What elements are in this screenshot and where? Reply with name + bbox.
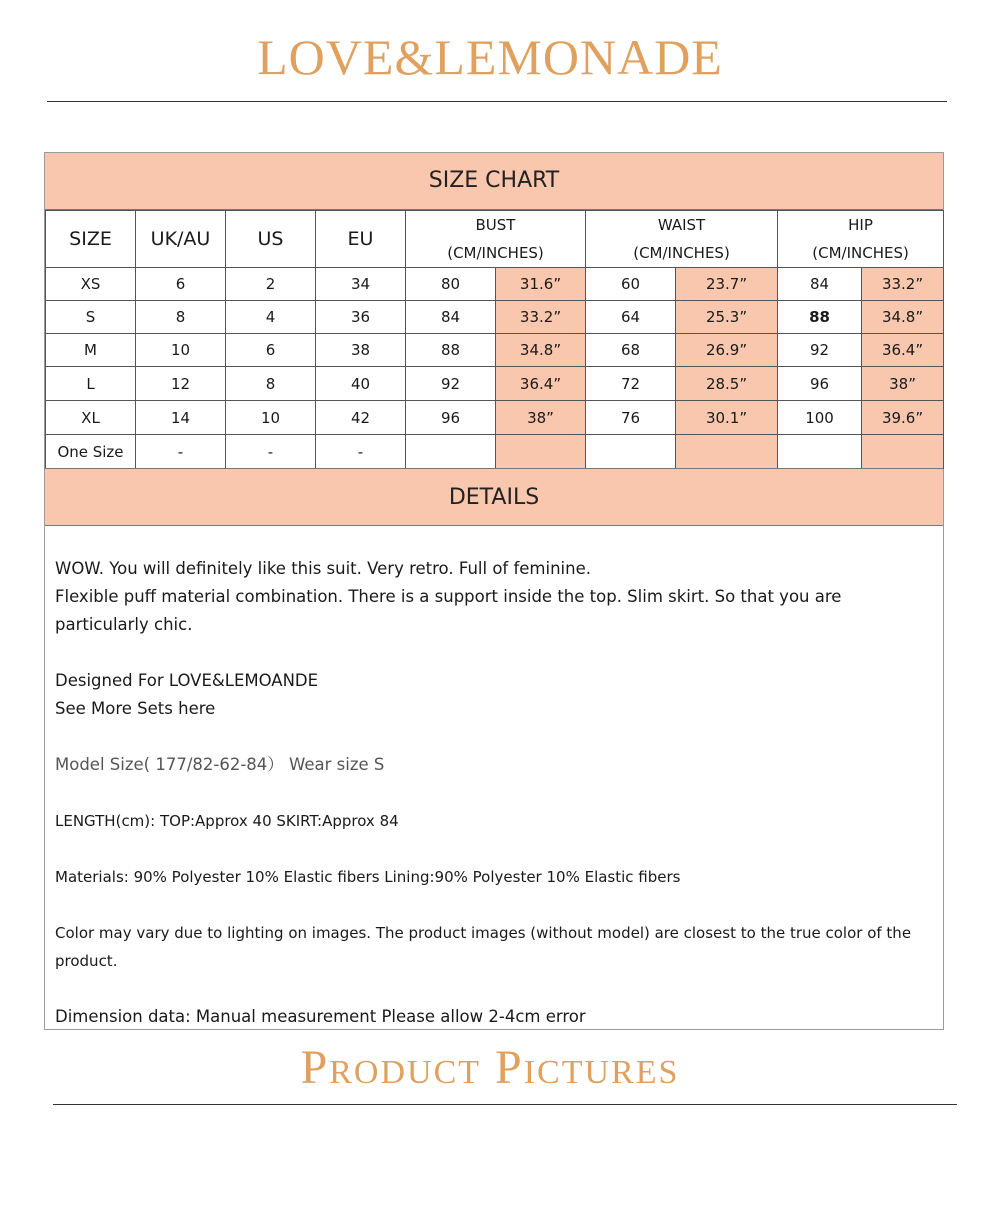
cell-ukau: 10 — [136, 334, 226, 367]
cell-waist-cm: 60 — [586, 268, 676, 301]
details-color-note: Color may vary due to lighting on images. The product images (without model) are closest to the true color of the product. — [55, 924, 912, 970]
brand-logo-text: LOVE&LEMONADE — [257, 29, 723, 85]
details-model-size: Model Size( 177/82-62-84） Wear size S — [55, 755, 385, 774]
product-pictures-heading: Product Pictures — [300, 1041, 680, 1094]
cell-hip-cm: 92 — [778, 334, 862, 367]
cell-waist-in: 30.1” — [676, 401, 778, 435]
cell-bust-cm: 80 — [406, 268, 496, 301]
cell-hip-in: 36.4” — [862, 334, 944, 367]
header-divider — [47, 101, 947, 102]
header-ukau: UK/AU — [136, 211, 226, 268]
cell-waist-in: 25.3” — [676, 301, 778, 334]
cell-us: - — [226, 435, 316, 469]
cell-waist-in: 26.9” — [676, 334, 778, 367]
cell-size: XS — [46, 268, 136, 301]
size-details-panel — [44, 152, 944, 1030]
cell-bust-cm: 88 — [406, 334, 496, 367]
cell-size: XL — [46, 401, 136, 435]
cell-ukau: 6 — [136, 268, 226, 301]
table-row — [46, 301, 944, 334]
details-designed-for: Designed For LOVE&LEMOANDE — [55, 671, 319, 690]
cell-us: 8 — [226, 367, 316, 401]
cell-eu: 36 — [316, 301, 406, 334]
cell-us: 6 — [226, 334, 316, 367]
header-waist-label: WAIST — [657, 216, 706, 234]
details-dimension-note: Dimension data: Manual measurement Please allow 2-4cm error — [55, 1007, 586, 1026]
table-row — [46, 401, 944, 435]
header-bust-label: BUST — [475, 216, 516, 234]
cell-size: S — [46, 301, 136, 334]
header-waist-unit: (CM/INCHES) — [633, 244, 730, 262]
table-header-row — [46, 211, 944, 268]
header-waist — [586, 211, 778, 268]
header-bust — [406, 211, 586, 268]
cell-eu: 40 — [316, 367, 406, 401]
header-hip-label: HIP — [848, 216, 873, 234]
cell-ukau: 14 — [136, 401, 226, 435]
details-length: LENGTH(cm): TOP:Approx 40 SKIRT:Approx 84 — [55, 812, 399, 830]
header-hip-unit: (CM/INCHES) — [812, 244, 909, 262]
details-materials: Materials: 90% Polyester 10% Elastic fibers Lining:90% Polyester 10% Elastic fibers — [55, 868, 681, 886]
cell-us: 2 — [226, 268, 316, 301]
cell-eu: 42 — [316, 401, 406, 435]
cell-hip-cm — [778, 435, 862, 469]
details-material-desc: Flexible puff material combination. There is a support inside the top. Slim skirt. So that you are particularly chic. — [55, 587, 842, 634]
size-chart-title: SIZE CHART — [45, 153, 943, 210]
cell-hip-in: 34.8” — [862, 301, 944, 334]
cell-size: L — [46, 367, 136, 401]
cell-bust-cm: 84 — [406, 301, 496, 334]
cell-hip-in: 33.2” — [862, 268, 944, 301]
cell-waist-cm: 76 — [586, 401, 676, 435]
cell-bust-in: 34.8” — [496, 334, 586, 367]
cell-bust-cm: 92 — [406, 367, 496, 401]
cell-hip-cm: 84 — [778, 268, 862, 301]
cell-size: One Size — [46, 435, 136, 469]
cell-hip-cm: 96 — [778, 367, 862, 401]
cell-bust-cm — [406, 435, 496, 469]
size-chart-table — [45, 210, 944, 469]
cell-bust-in — [496, 435, 586, 469]
details-body — [55, 555, 939, 1031]
cell-bust-in: 36.4” — [496, 367, 586, 401]
cell-waist-in — [676, 435, 778, 469]
cell-waist-cm: 64 — [586, 301, 676, 334]
cell-hip-in: 38” — [862, 367, 944, 401]
footer-divider — [53, 1104, 957, 1105]
cell-bust-cm: 96 — [406, 401, 496, 435]
cell-hip-cm: 100 — [778, 401, 862, 435]
cell-hip-in: 39.6” — [862, 401, 944, 435]
cell-bust-in: 38” — [496, 401, 586, 435]
cell-waist-cm — [586, 435, 676, 469]
table-row — [46, 334, 944, 367]
cell-waist-in: 23.7” — [676, 268, 778, 301]
header-hip — [778, 211, 944, 268]
cell-hip-in — [862, 435, 944, 469]
cell-ukau: - — [136, 435, 226, 469]
cell-waist-cm: 72 — [586, 367, 676, 401]
table-row — [46, 435, 944, 469]
details-title: DETAILS — [45, 468, 943, 526]
cell-us: 10 — [226, 401, 316, 435]
cell-ukau: 12 — [136, 367, 226, 401]
header-us: US — [226, 211, 316, 268]
header-eu: EU — [316, 211, 406, 268]
table-row — [46, 268, 944, 301]
cell-waist-cm: 68 — [586, 334, 676, 367]
header-size: SIZE — [46, 211, 136, 268]
cell-bust-in: 33.2” — [496, 301, 586, 334]
cell-bust-in: 31.6” — [496, 268, 586, 301]
cell-hip-cm: 88 — [778, 301, 862, 334]
cell-us: 4 — [226, 301, 316, 334]
cell-waist-in: 28.5” — [676, 367, 778, 401]
cell-eu: 38 — [316, 334, 406, 367]
cell-size: M — [46, 334, 136, 367]
details-see-more: See More Sets here — [55, 699, 216, 718]
header-bust-unit: (CM/INCHES) — [447, 244, 544, 262]
table-row — [46, 367, 944, 401]
details-intro: WOW. You will definitely like this suit. Very retro. Full of feminine. — [55, 559, 591, 578]
cell-eu: 34 — [316, 268, 406, 301]
cell-ukau: 8 — [136, 301, 226, 334]
cell-eu: - — [316, 435, 406, 469]
